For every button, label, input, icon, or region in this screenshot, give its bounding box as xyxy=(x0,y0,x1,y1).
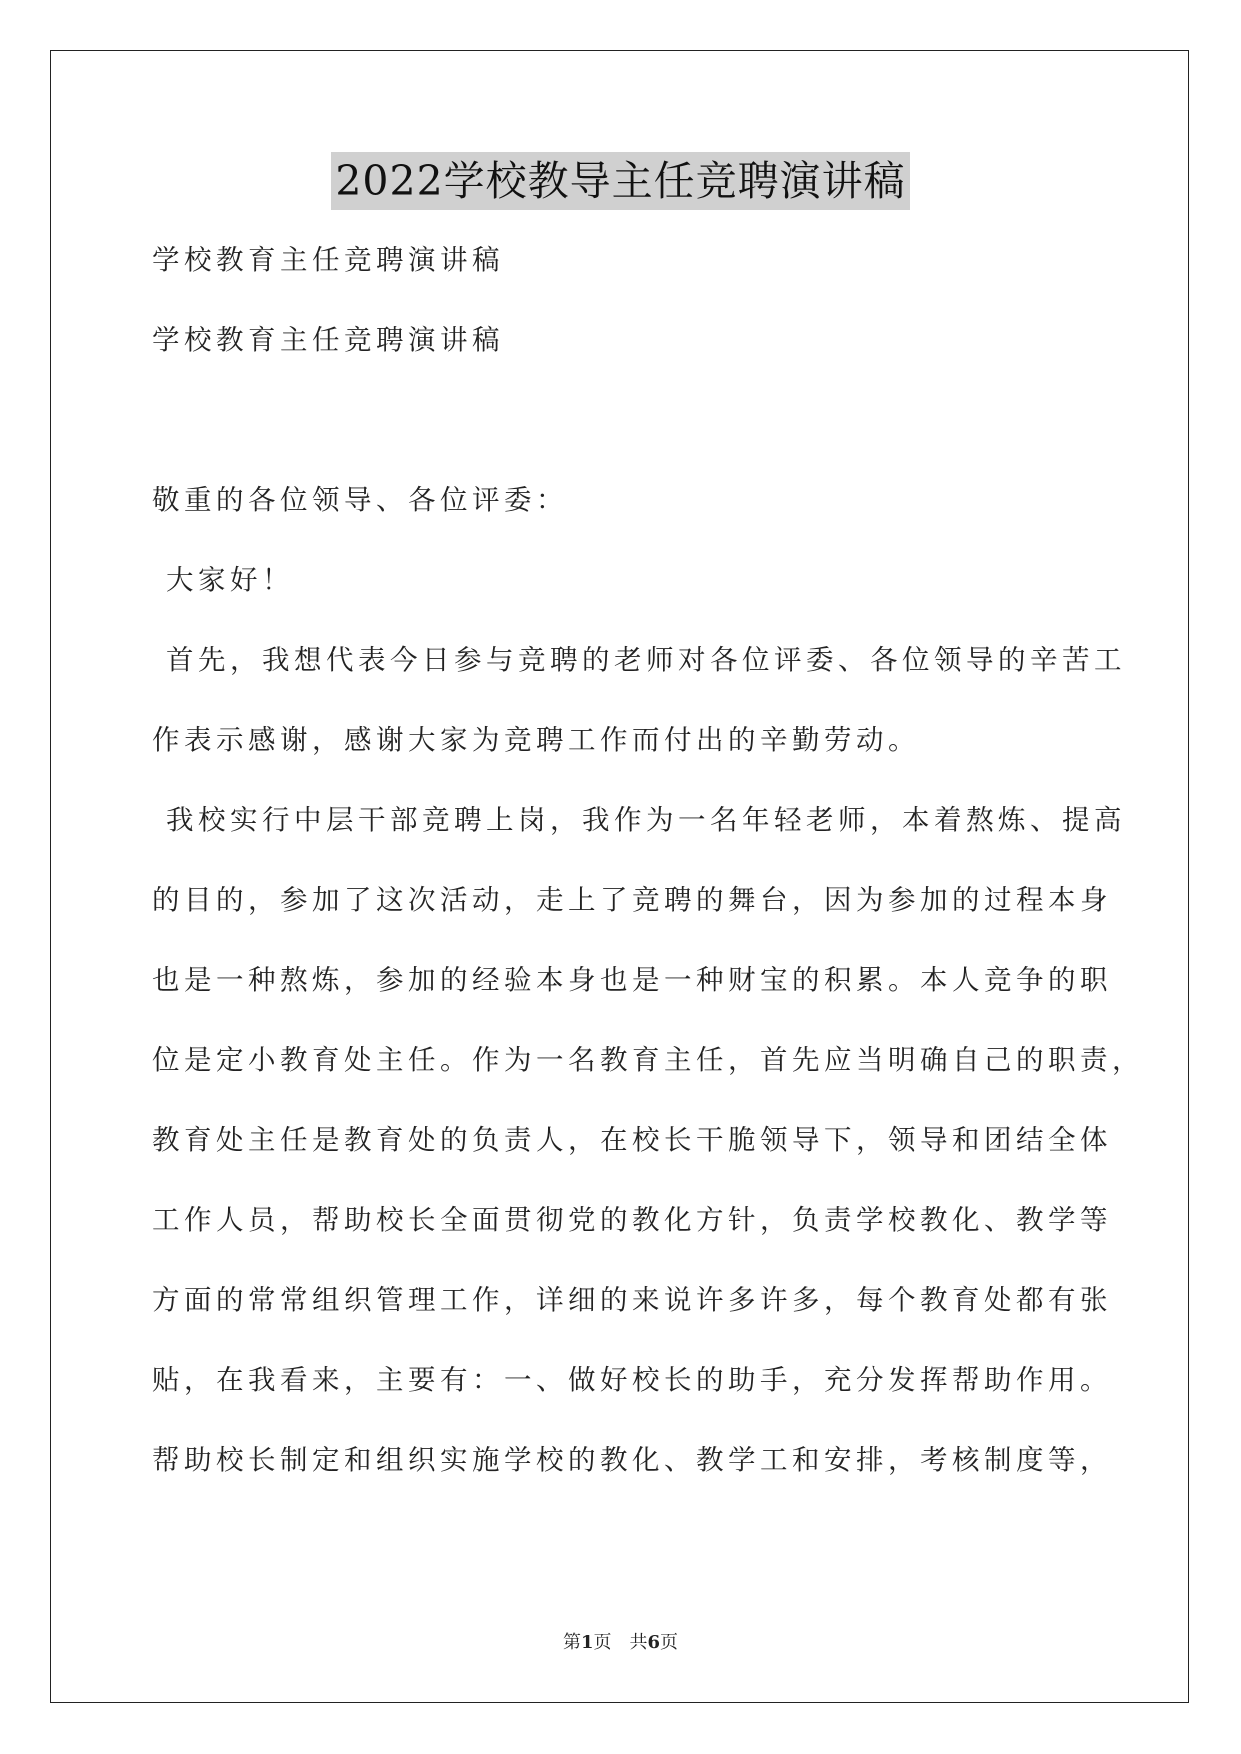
paragraph-line: 我校实行中层干部竞聘上岗，我作为一名年轻老师，本着熬炼、提高 xyxy=(166,804,1126,836)
paragraph-line: 帮助校长制定和组织实施学校的教化、教学工和安排，考核制度等， xyxy=(152,1444,1112,1476)
paragraph-line: 方面的常常组织管理工作，详细的来说许多许多，每个教育处都有张 xyxy=(152,1284,1112,1316)
footer-suffix: 页 xyxy=(660,1632,679,1653)
document-body xyxy=(152,230,1144,1510)
paragraph-line: 也是一种熬炼，参加的经验本身也是一种财宝的积累。本人竞争的职 xyxy=(152,964,1112,996)
footer-mid: 页 共 xyxy=(593,1632,648,1653)
paragraph-line: 工作人员，帮助校长全面贯彻党的教化方针，负责学校教化、教学等 xyxy=(152,1204,1112,1236)
greeting-line: 大家好！ xyxy=(166,564,294,596)
paragraph-line: 位是定小教育处主任。作为一名教育主任，首先应当明确自己的职责， xyxy=(152,1044,1144,1076)
blank-line xyxy=(152,390,1092,470)
subtitle-line: 学校教育主任竞聘演讲稿 xyxy=(152,244,504,276)
title-container xyxy=(0,152,1241,210)
footer-total-pages: 6 xyxy=(647,1632,661,1653)
page-footer xyxy=(0,1628,1241,1654)
document-title: 2022学校教导主任竞聘演讲稿 xyxy=(331,152,909,210)
footer-prefix: 第 xyxy=(562,1632,581,1653)
paragraph-line: 首先，我想代表今日参与竞聘的老师对各位评委、各位领导的辛苦工 xyxy=(166,644,1126,676)
paragraph-line: 作表示感谢，感谢大家为竞聘工作而付出的辛勤劳动。 xyxy=(152,724,920,756)
paragraph-line: 教育处主任是教育处的负责人，在校长干脆领导下，领导和团结全体 xyxy=(152,1124,1112,1156)
subtitle-line: 学校教育主任竞聘演讲稿 xyxy=(152,324,504,356)
footer-page-number: 1 xyxy=(580,1632,594,1653)
salutation-line: 敬重的各位领导、各位评委： xyxy=(152,484,568,516)
paragraph-line: 的目的，参加了这次活动，走上了竞聘的舞台，因为参加的过程本身 xyxy=(152,884,1112,916)
paragraph-line: 贴，在我看来，主要有：一、做好校长的助手，充分发挥帮助作用。 xyxy=(152,1364,1112,1396)
